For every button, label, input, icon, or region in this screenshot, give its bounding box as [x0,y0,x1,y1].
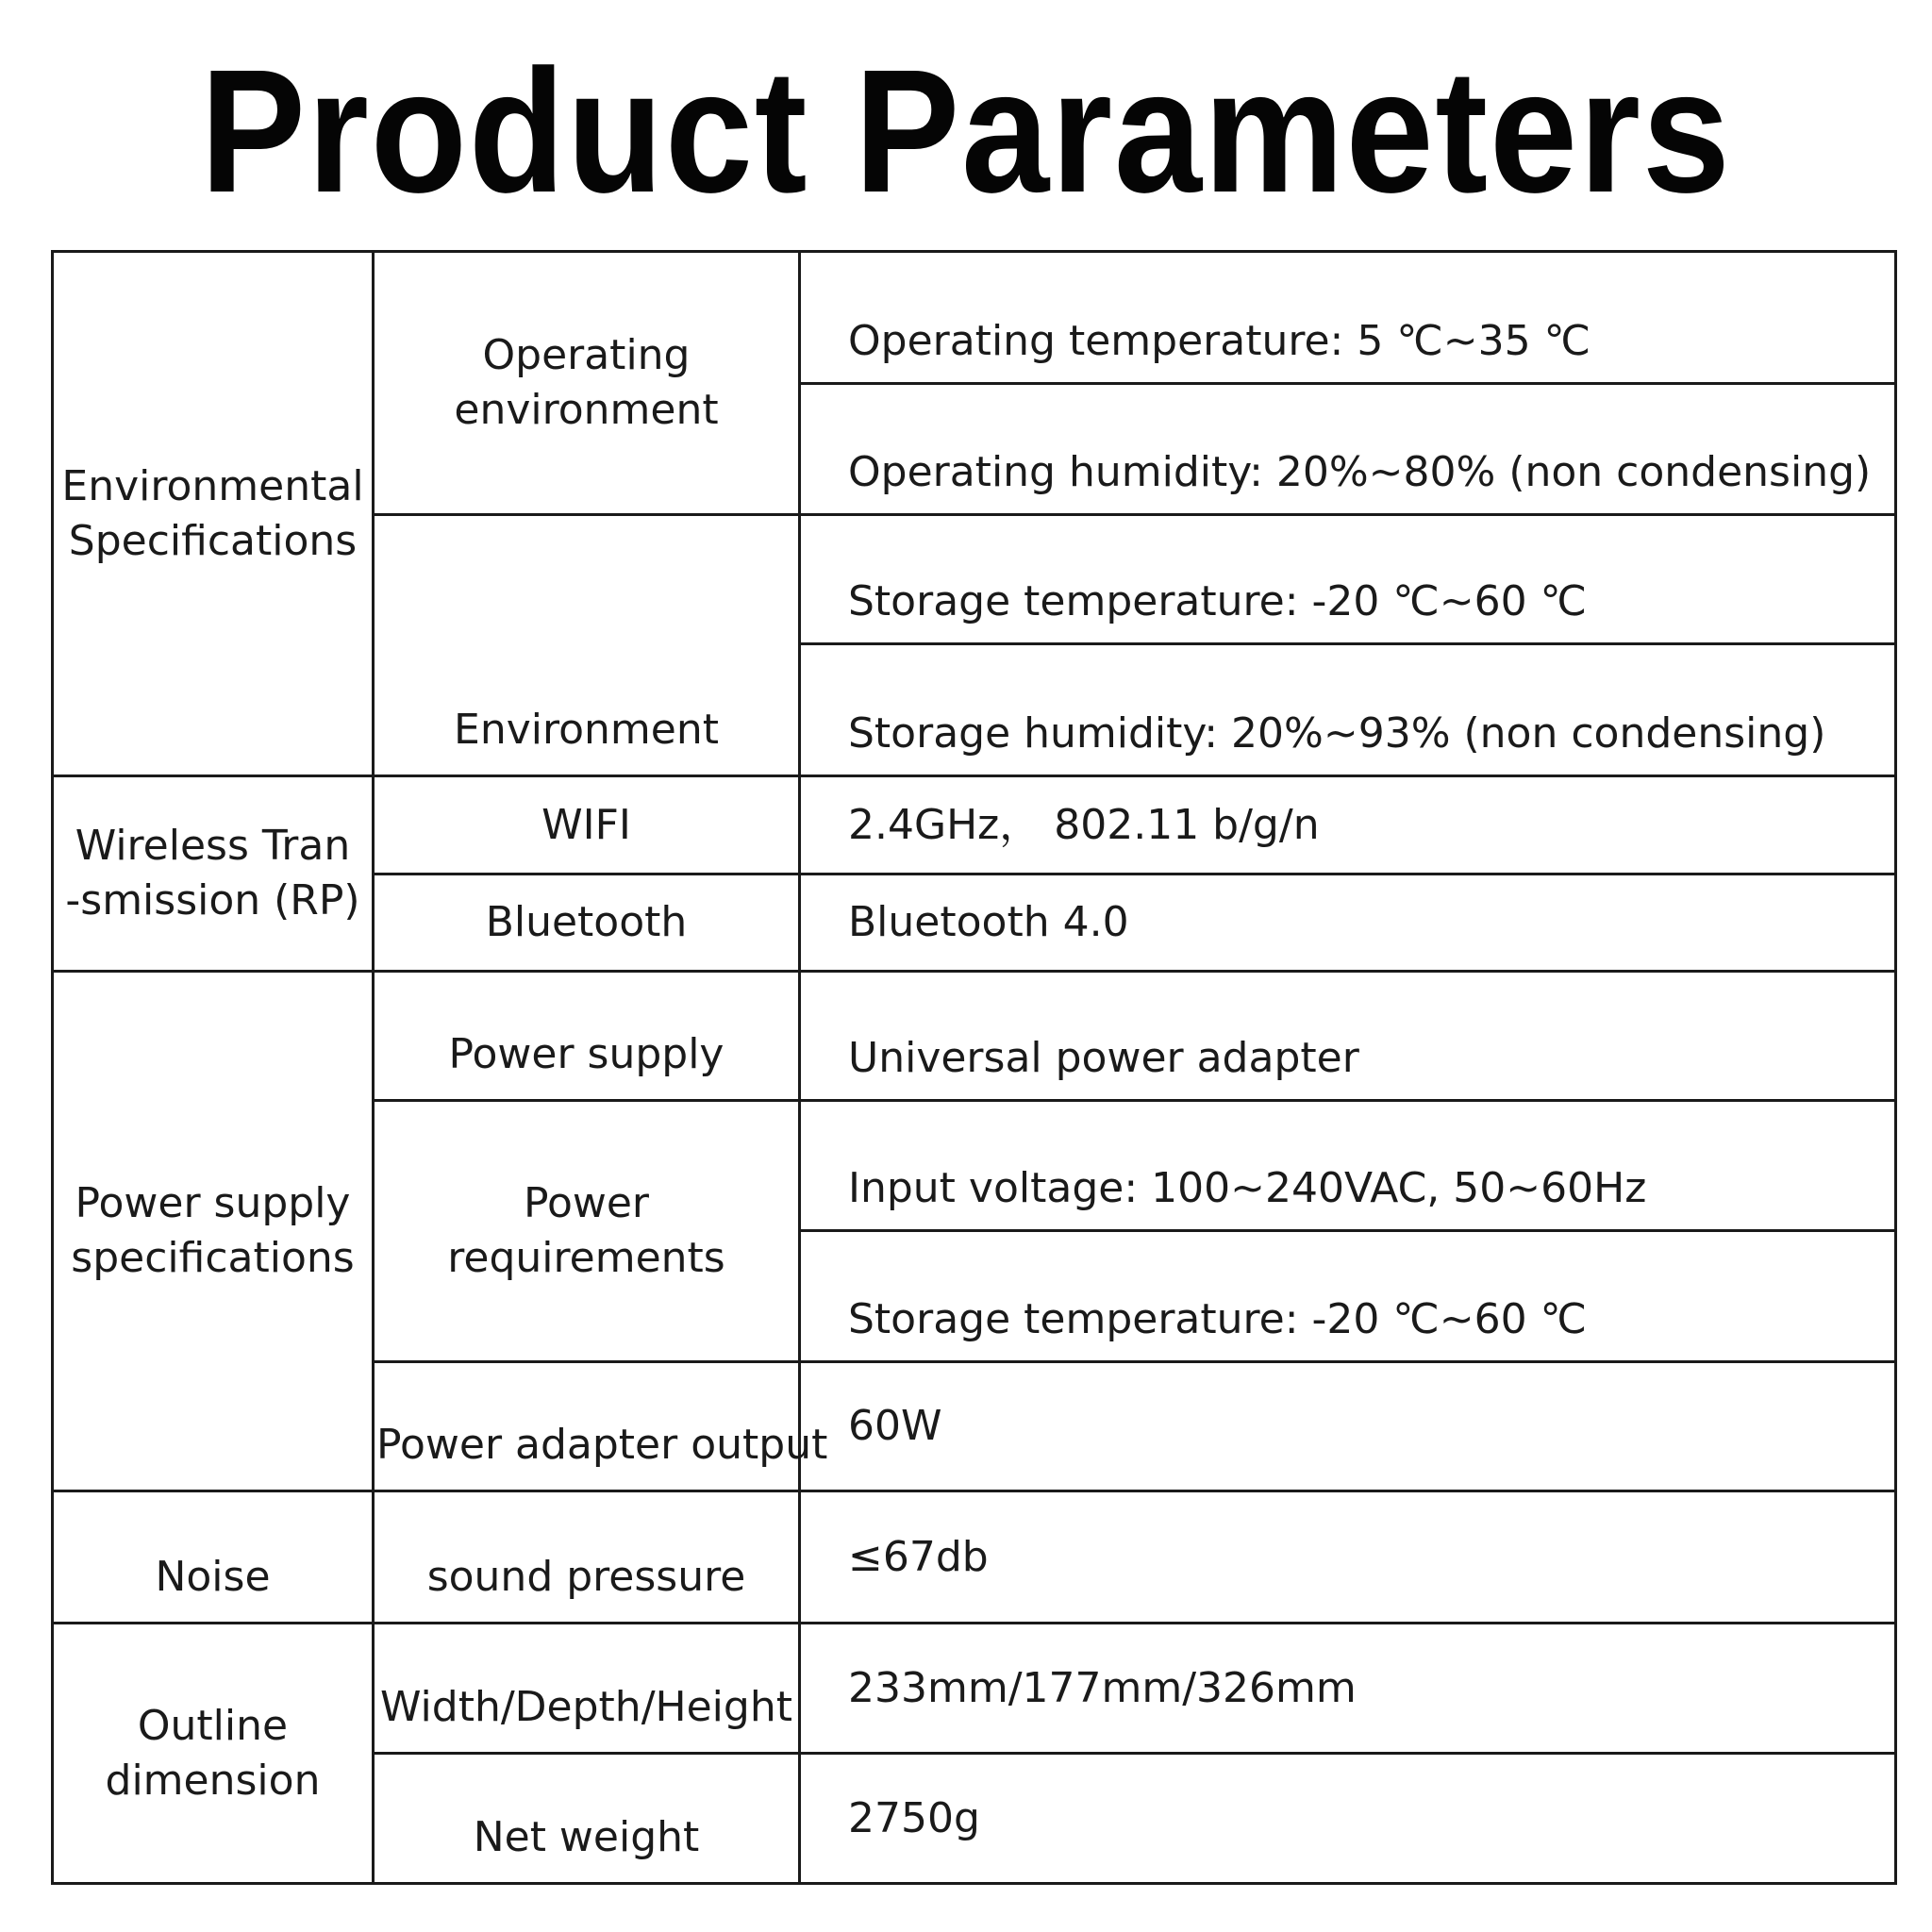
table-row [53,972,1896,1101]
value-wifi: 2.4GHz， 802.11 b/g/n [800,776,1896,874]
table-row [53,1624,1896,1754]
value-operating-temperature: Operating temperature: 5 ℃~35 ℃ [800,252,1896,384]
value-power-supply: Universal power adapter [800,972,1896,1101]
value-sound-pressure: ≤67db [800,1491,1896,1624]
value-net-weight: 2750g [800,1754,1896,1884]
category-outline: Outline dimension [53,1624,374,1884]
sub-operating-environment: Operating environment [374,252,800,515]
sub-power-requirements: Power requirements [374,1101,800,1362]
category-environmental: Environmental Specifications [53,252,374,776]
table-row [53,1491,1896,1624]
sub-net-weight: Net weight [374,1754,800,1884]
value-bluetooth: Bluetooth 4.0 [800,874,1896,972]
sub-power-adapter-output: Power adapter output [374,1362,800,1491]
value-storage-humidity: Storage humidity: 20%~93% (non condensing) [800,644,1896,776]
sub-width-depth-height: Width/Depth/Height [374,1624,800,1754]
category-noise: Noise [53,1491,374,1624]
category-power: Power supply specifications [53,972,374,1491]
sub-bluetooth: Bluetooth [374,874,800,972]
value-power-adapter-output: 60W [800,1362,1896,1491]
value-storage-temperature: Storage temperature: -20 ℃~60 ℃ [800,515,1896,644]
value-input-voltage: Input voltage: 100~240VAC, 50~60Hz [800,1101,1896,1231]
sub-sound-pressure: sound pressure [374,1491,800,1624]
value-power-storage-temperature: Storage temperature: -20 ℃~60 ℃ [800,1231,1896,1362]
table-row [53,252,1896,384]
value-width-depth-height: 233mm/177mm/326mm [800,1624,1896,1754]
sub-environment: Environment [374,515,800,776]
product-parameters-table [51,250,1897,1885]
page-title: Product Parameters [200,34,1732,229]
table-row [53,776,1896,874]
category-wireless: Wireless Tran -smission (RP) [53,776,374,972]
sub-power-supply: Power supply [374,972,800,1101]
sub-wifi: WIFI [374,776,800,874]
value-operating-humidity: Operating humidity: 20%~80% (non condensing) [800,384,1896,515]
